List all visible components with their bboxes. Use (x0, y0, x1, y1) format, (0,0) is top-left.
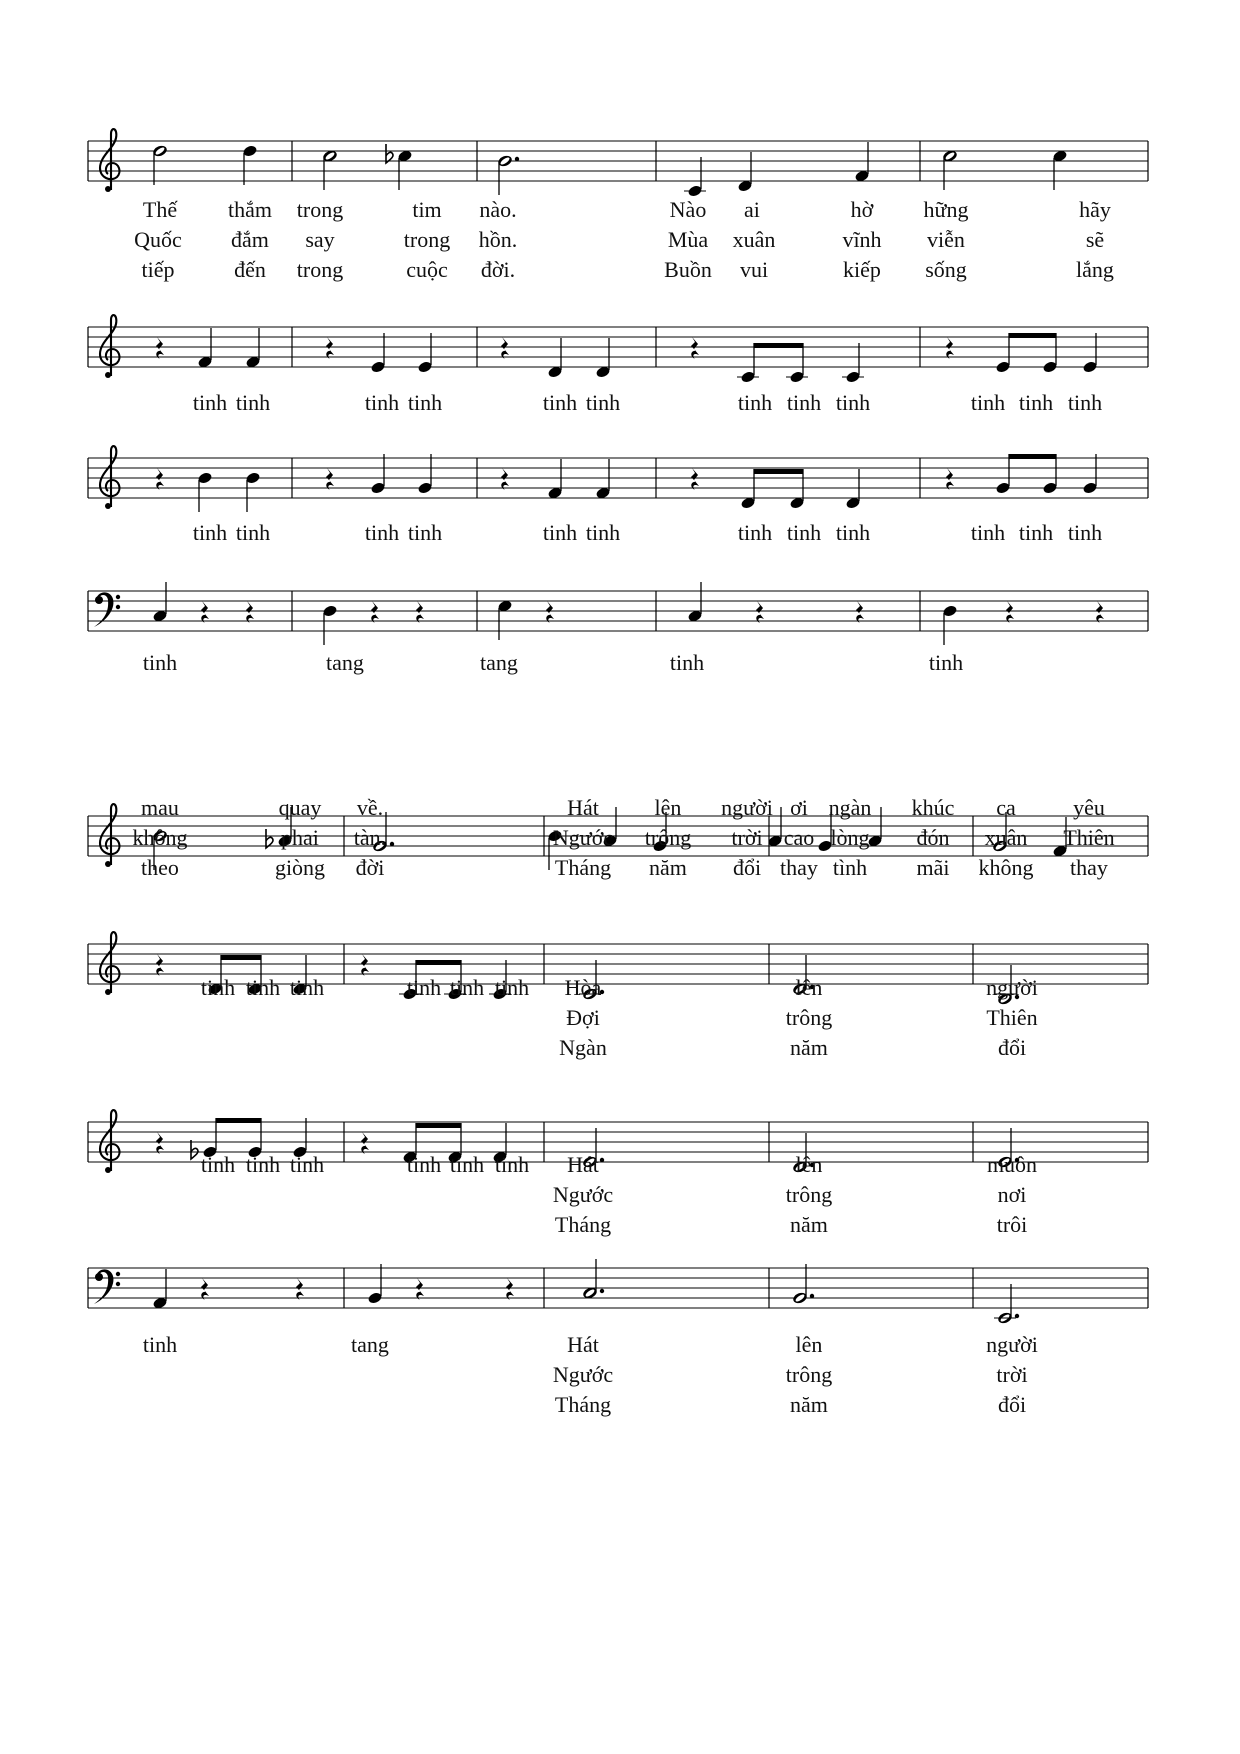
beam (216, 1118, 261, 1123)
lyric-syllable: tinh (192, 390, 228, 415)
lyric-syllable: tinh (970, 390, 1006, 415)
lyric-syllable: Tháng (554, 855, 612, 880)
lyric-syllable: yêu (1073, 795, 1105, 820)
lyric-syllable: người (721, 795, 773, 820)
lyric-syllable: lên (795, 1152, 823, 1177)
quarter-rest (691, 337, 699, 359)
lyric-syllable: không (132, 825, 188, 850)
lyric-syllable: năm (790, 1212, 828, 1237)
lyric-syllable: lòng (830, 825, 870, 850)
lyric-syllable: tinh (835, 390, 871, 415)
lyric-syllable: theo (141, 855, 179, 880)
quarter-rest (1096, 601, 1104, 623)
lyric-syllable: tinh (928, 650, 964, 675)
lyric-syllable: đắm (231, 227, 269, 252)
lyric-syllable: trôi (996, 1212, 1028, 1237)
lyric-syllable: tinh (235, 520, 271, 545)
lyric-syllable: trong (296, 197, 344, 222)
lyric-syllable: sẽ (1085, 227, 1105, 252)
lyric-syllable: tang (351, 1332, 389, 1357)
lyric-syllable: Ngước (552, 1362, 614, 1387)
beam (754, 343, 803, 348)
augmentation-dot (515, 157, 519, 161)
lyric-syllable: đổi (997, 1035, 1027, 1060)
lyric-syllable: tinh (494, 1152, 530, 1177)
lyric-syllable: hồn. (478, 227, 518, 252)
beam (1009, 454, 1056, 459)
beam (754, 469, 803, 474)
lyric-syllable: tinh (542, 390, 578, 415)
quarter-rest (501, 468, 509, 490)
lyric-syllable: Tháng (554, 1392, 612, 1417)
lyric-syllable: xuân (732, 227, 776, 252)
lyric-syllable: lắng (1076, 257, 1114, 282)
lyric-syllable: trông (785, 1362, 833, 1387)
lyric-syllable: đời. (480, 257, 516, 282)
lyric-syllable: khúc (911, 795, 955, 820)
lyric-syllable: quay (278, 795, 322, 820)
lyric-syllable: năm (649, 855, 687, 880)
lyric-syllable: đón (916, 825, 950, 850)
lyric-syllable: đến (234, 257, 266, 282)
quarter-rest (156, 1132, 164, 1154)
lyric-syllable: thắm (228, 197, 272, 222)
lyric-syllable: tàn. (353, 825, 387, 850)
lyric-syllable: Quốc (134, 227, 182, 252)
lyric-syllable: Ngước (552, 1182, 614, 1207)
augmentation-dot (810, 1294, 814, 1298)
flat-sign (266, 829, 273, 848)
augmentation-dot (390, 842, 394, 846)
quarter-rest (246, 601, 254, 623)
quarter-rest (856, 601, 864, 623)
lyric-syllable: đời (355, 855, 385, 880)
lyric-syllable: tinh (669, 650, 705, 675)
lyric-syllable: nơi (997, 1182, 1027, 1207)
lyric-syllable: tinh (542, 520, 578, 545)
lyric-syllable: tinh (835, 520, 871, 545)
lyric-syllable: tinh (1067, 390, 1103, 415)
lyric-syllable: Thiên (986, 1005, 1038, 1030)
lyric-syllable: giòng (274, 855, 326, 880)
lyric-syllable: thay (1070, 855, 1108, 880)
lyric-syllable: tinh (1018, 390, 1054, 415)
lyric-syllable: tinh (585, 520, 621, 545)
lyric-syllable: muôn (986, 1152, 1038, 1177)
lyric-syllable: Thiên (1063, 825, 1115, 850)
lyric-syllable: ca (996, 795, 1016, 820)
lyric-syllable: trời (731, 825, 763, 850)
lyric-syllable: thay (780, 855, 818, 880)
lyric-syllable: trông (785, 1182, 833, 1207)
lyric-syllable: đổi (997, 1392, 1027, 1417)
beam (416, 1123, 461, 1128)
lyric-syllable: mau (141, 795, 179, 820)
lyric-syllable: phai (281, 825, 319, 850)
lyric-syllable: vui (739, 257, 769, 282)
lyric-syllable: tinh (970, 520, 1006, 545)
quarter-rest (506, 1278, 514, 1300)
lyric-syllable: tinh (289, 975, 325, 1000)
lyric-syllable: tang (480, 650, 518, 675)
lyric-syllable: tinh (245, 975, 281, 1000)
lyric-syllable: tinh (235, 390, 271, 415)
quarter-rest (156, 337, 164, 359)
beam (1009, 333, 1056, 338)
beam (416, 960, 461, 965)
lyric-syllable: Hòa (564, 975, 602, 1000)
lyric-syllable: hững (923, 197, 969, 222)
bass-clef (94, 592, 120, 627)
lyric-syllable: tinh (142, 1332, 178, 1357)
lyric-syllable: nào. (479, 197, 517, 222)
lyric-syllable: lên (654, 795, 682, 820)
lyric-syllable: tinh (406, 975, 442, 1000)
lyric-syllable: tinh (142, 650, 178, 675)
lyric-syllable: tinh (585, 390, 621, 415)
lyric-syllable: tinh (245, 1152, 281, 1177)
quarter-rest (326, 468, 334, 490)
lyric-syllable: tinh (364, 390, 400, 415)
lyric-syllable: trong (296, 257, 344, 282)
lyric-syllable: tinh (786, 520, 822, 545)
lyric-syllable: Mùa (667, 227, 709, 252)
quarter-rest (361, 954, 369, 976)
lyric-syllable: cao (783, 825, 815, 850)
quarter-rest (946, 337, 954, 359)
lyric-syllable: tinh (407, 520, 443, 545)
lyric-syllable: tinh (1067, 520, 1103, 545)
lyric-syllable: hờ (850, 197, 874, 222)
beam (221, 955, 261, 960)
lyric-syllable: lên (795, 1332, 823, 1357)
lyric-syllable: Ngước (552, 825, 614, 850)
lyric-syllable: tinh (494, 975, 530, 1000)
lyric-syllable: về. (356, 795, 384, 820)
lyric-syllable: hãy (1079, 197, 1111, 222)
lyric-syllable: tình (832, 855, 868, 880)
augmentation-dot (600, 1158, 604, 1162)
lyric-syllable: kiếp (843, 257, 881, 282)
lyric-syllable: tinh (364, 520, 400, 545)
lyric-syllable: người (986, 1332, 1038, 1357)
lyric-syllable: tang (326, 650, 364, 675)
quarter-rest (946, 468, 954, 490)
lyric-syllable: Hát (567, 1332, 599, 1357)
flat-sign (386, 144, 393, 163)
lyric-syllable: mãi (916, 855, 950, 880)
lyric-syllable: trông (644, 825, 692, 850)
lyric-syllable: vĩnh (842, 227, 882, 252)
bass-clef (94, 1269, 120, 1304)
flat-sign (191, 1140, 198, 1159)
lyric-syllable: tinh (1018, 520, 1054, 545)
lyric-syllable: Hát (567, 795, 599, 820)
quarter-rest (756, 601, 764, 623)
lyric-syllable: Thế (142, 197, 178, 222)
lyric-syllable: Hát (567, 1152, 599, 1177)
lyric-syllable: lên (795, 975, 823, 1000)
quarter-rest (501, 337, 509, 359)
quarter-rest (371, 601, 379, 623)
lyric-syllable: tiếp (141, 257, 175, 282)
lyric-syllable: ơi (790, 795, 808, 820)
lyric-syllable: Ngàn (559, 1035, 607, 1060)
lyric-syllable: ngàn (828, 795, 872, 820)
quarter-rest (156, 954, 164, 976)
lyric-syllable: tinh (449, 975, 485, 1000)
quarter-rest (546, 601, 554, 623)
lyric-syllable: tinh (737, 520, 773, 545)
lyric-syllable: đổi (732, 855, 762, 880)
lyric-syllable: tinh (449, 1152, 485, 1177)
lyric-syllable: tinh (200, 1152, 236, 1177)
lyric-syllable: xuân (984, 825, 1028, 850)
lyric-syllable: Đợi (566, 1005, 600, 1030)
quarter-rest (361, 1132, 369, 1154)
lyric-syllable: trời (996, 1362, 1028, 1387)
quarter-rest (201, 1278, 209, 1300)
quarter-rest (201, 601, 209, 623)
lyric-syllable: Nào (669, 197, 707, 222)
lyric-syllable: trông (785, 1005, 833, 1030)
lyric-syllable: Buồn (664, 257, 712, 282)
quarter-rest (691, 468, 699, 490)
lyric-syllable: tinh (200, 975, 236, 1000)
lyric-syllable: cuộc (406, 257, 448, 282)
lyric-syllable: không (978, 855, 1034, 880)
lyric-syllable: năm (790, 1392, 828, 1417)
lyric-syllable: tinh (786, 390, 822, 415)
lyric-syllable: ai (744, 197, 760, 222)
quarter-rest (1006, 601, 1014, 623)
quarter-rest (416, 1278, 424, 1300)
lyric-syllable: tinh (406, 1152, 442, 1177)
lyric-syllable: viễn (927, 227, 965, 252)
lyric-syllable: tinh (737, 390, 773, 415)
lyric-syllable: say (305, 227, 335, 252)
lyric-syllable: tinh (407, 390, 443, 415)
quarter-rest (326, 337, 334, 359)
augmentation-dot (600, 1289, 604, 1293)
lyric-syllable: năm (790, 1035, 828, 1060)
lyric-syllable: trong (403, 227, 451, 252)
quarter-rest (416, 601, 424, 623)
lyric-syllable: tinh (192, 520, 228, 545)
lyric-syllable: tim (412, 197, 442, 222)
quarter-rest (156, 468, 164, 490)
lyric-syllable: sống (925, 257, 967, 282)
lyric-syllable: tinh (289, 1152, 325, 1177)
lyric-syllable: Tháng (554, 1212, 612, 1237)
lyric-syllable: người (986, 975, 1038, 1000)
quarter-rest (296, 1278, 304, 1300)
